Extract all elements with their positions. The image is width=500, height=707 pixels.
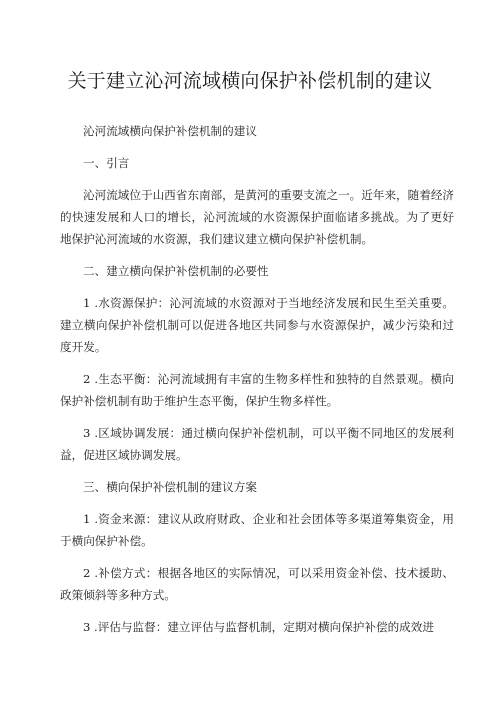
paragraph-item: 1 .资金来源：建议从政府财政、企业和社会团体等多渠道筹集资金，用于横向保护补偿。 — [60, 512, 454, 548]
paragraph-subtitle: 沁河流域横向保护补偿机制的建议 — [83, 124, 257, 138]
document-title: 关于建立沁河流域横向保护补偿机制的建议 — [67, 70, 433, 92]
section-heading-intro: 一、引言 — [83, 156, 130, 170]
paragraph-item: 1 .水资源保护：沁河流域的水资源对于当地经济发展和民生至关重要。建立横向保护补偿机制可以促进各地区共同参与水资源保护，减少污染和过度开发。 — [60, 296, 454, 354]
paragraph-intro: 沁河流域位于山西省东南部，是黄河的重要支流之一。近年来，随着经济的快速发展和人口的增长，沁河流域的水资源保护面临诸多挑战。为了更好地保护沁河流域的水资源，我们建议建立横向保护补偿机制。 — [60, 188, 455, 246]
paragraph-item: 3 .评估与监督：建立评估与监督机制，定期对横向保护补偿的成效进 — [83, 620, 434, 634]
paragraph-item: 3 .区域协调发展：通过横向保护补偿机制，可以平衡不同地区的发展利益，促进区域协调发展。 — [60, 426, 454, 462]
paragraph-item: 2 .补偿方式：根据各地区的实际情况，可以采用资金补偿、技术援助、政策倾斜等多种方式。 — [60, 566, 454, 602]
section-heading-proposal: 三、横向保护补偿机制的建议方案 — [83, 480, 257, 494]
document-body — [60, 120, 454, 648]
section-heading-necessity: 二、建立横向保护补偿机制的必要性 — [83, 264, 269, 278]
paragraph-item: 2 .生态平衡：沁河流域拥有丰富的生物多样性和独特的自然景观。横向保护补偿机制有助于维护生态平衡，保护生物多样性。 — [60, 372, 454, 408]
